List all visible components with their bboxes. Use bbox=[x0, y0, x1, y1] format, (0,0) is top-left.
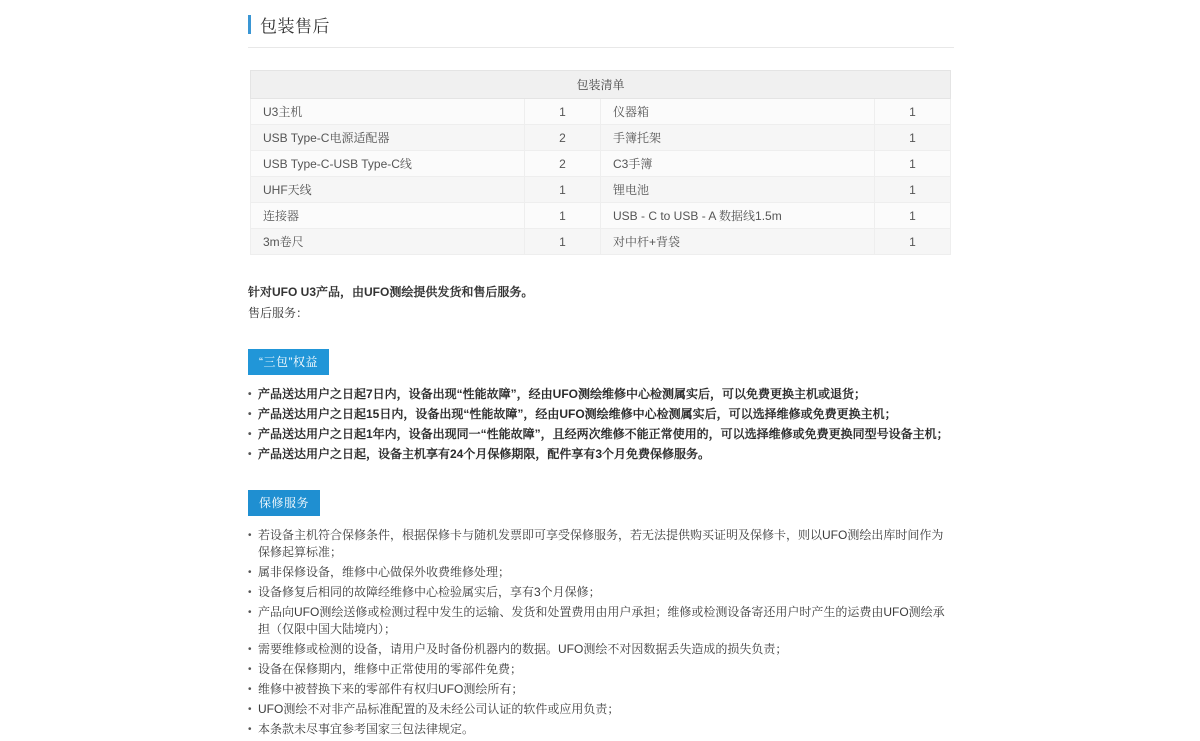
list-item: • 维修中被替换下来的零部件有权归UFO测绘所有； bbox=[248, 681, 954, 698]
item-name: 锂电池 bbox=[601, 177, 875, 203]
item-name: 手簿托架 bbox=[601, 125, 875, 151]
item-qty: 1 bbox=[525, 99, 601, 125]
list-item: • 产品送达用户之日起15日内，设备出现“性能故障”，经由UFO测绘维修中心检测属实后，可以选择维修或免费更换主机； bbox=[248, 406, 954, 423]
table-row bbox=[251, 203, 951, 229]
item-qty: 1 bbox=[875, 203, 951, 229]
packing-list-table bbox=[250, 70, 951, 255]
item-qty: 1 bbox=[875, 229, 951, 255]
item-qty: 1 bbox=[525, 203, 601, 229]
item-qty: 1 bbox=[875, 99, 951, 125]
item-qty: 1 bbox=[525, 229, 601, 255]
title-accent-bar bbox=[248, 15, 251, 34]
table-header-title: 包装清单 bbox=[251, 71, 951, 99]
item-name: USB Type-C-USB Type-C线 bbox=[251, 151, 525, 177]
list-item: • 产品送达用户之日起，设备主机享有24个月保修期限，配件享有3个月免费保修服务。 bbox=[248, 446, 954, 463]
list-item: • 设备在保修期内，维修中正常使用的零部件免费； bbox=[248, 661, 954, 678]
table-row bbox=[251, 125, 951, 151]
intro-line-2: 售后服务： bbox=[248, 306, 309, 320]
item-name: U3主机 bbox=[251, 99, 525, 125]
item-qty: 2 bbox=[525, 151, 601, 177]
table-row bbox=[251, 229, 951, 255]
list-item: • 设备修复后相同的故障经维修中心检验属实后，享有3个月保修； bbox=[248, 584, 954, 601]
list-item: • 产品送达用户之日起7日内，设备出现“性能故障”，经由UFO测绘维修中心检测属实后，可以免费更换主机或退货； bbox=[248, 386, 954, 403]
item-name: UHF天线 bbox=[251, 177, 525, 203]
table-row bbox=[251, 99, 951, 125]
item-qty: 2 bbox=[525, 125, 601, 151]
item-qty: 1 bbox=[875, 151, 951, 177]
sanbao-badge: “三包”权益 bbox=[248, 349, 329, 375]
intro-paragraph bbox=[248, 283, 954, 323]
item-qty: 1 bbox=[875, 125, 951, 151]
item-qty: 1 bbox=[875, 177, 951, 203]
list-item: • 产品向UFO测绘送修或检测过程中发生的运输、发货和处置费用由用户承担；维修或检测设备寄还用户时产生的运费由UFO测绘承担（仅限中国大陆境内）； bbox=[248, 604, 954, 638]
warranty-badge: 保修服务 bbox=[248, 490, 320, 516]
warranty-list bbox=[248, 527, 954, 738]
content-column bbox=[248, 0, 954, 741]
item-name: USB - C to USB - A 数据线1.5m bbox=[601, 203, 875, 229]
page-title: 包装售后 bbox=[260, 17, 330, 36]
item-name: USB Type-C电源适配器 bbox=[251, 125, 525, 151]
intro-line-1: 针对UFO U3产品，由UFO测绘提供发货和售后服务。 bbox=[248, 285, 534, 299]
list-item: • UFO测绘不对非产品标准配置的及未经公司认证的软件或应用负责； bbox=[248, 701, 954, 718]
list-item: • 本条款未尽事宜参考国家三包法律规定。 bbox=[248, 721, 954, 738]
page-title-wrapper bbox=[248, 0, 954, 47]
list-item: • 产品送达用户之日起1年内，设备出现同一“性能故障”，且经两次维修不能正常使用的，可以选择维修或免费更换同型号设备主机； bbox=[248, 426, 954, 443]
table-header-row bbox=[251, 71, 951, 99]
item-name: 连接器 bbox=[251, 203, 525, 229]
list-item: • 若设备主机符合保修条件，根据保修卡与随机发票即可享受保修服务，若无法提供购买证明及保修卡，则以UFO测绘出库时间作为保修起算标准； bbox=[248, 527, 954, 561]
table-row bbox=[251, 177, 951, 203]
list-item: • 属非保修设备，维修中心做保外收费维修处理； bbox=[248, 564, 954, 581]
sanbao-list bbox=[248, 386, 954, 463]
title-divider bbox=[248, 47, 954, 48]
item-name: 3m卷尺 bbox=[251, 229, 525, 255]
item-name: 仪器箱 bbox=[601, 99, 875, 125]
table-row bbox=[251, 151, 951, 177]
item-qty: 1 bbox=[525, 177, 601, 203]
item-name: 对中杆+背袋 bbox=[601, 229, 875, 255]
item-name: C3手簿 bbox=[601, 151, 875, 177]
list-item: • 需要维修或检测的设备，请用户及时备份机器内的数据。UFO测绘不对因数据丢失造成的损失负责； bbox=[248, 641, 954, 658]
packing-list-table-wrapper bbox=[250, 70, 950, 255]
